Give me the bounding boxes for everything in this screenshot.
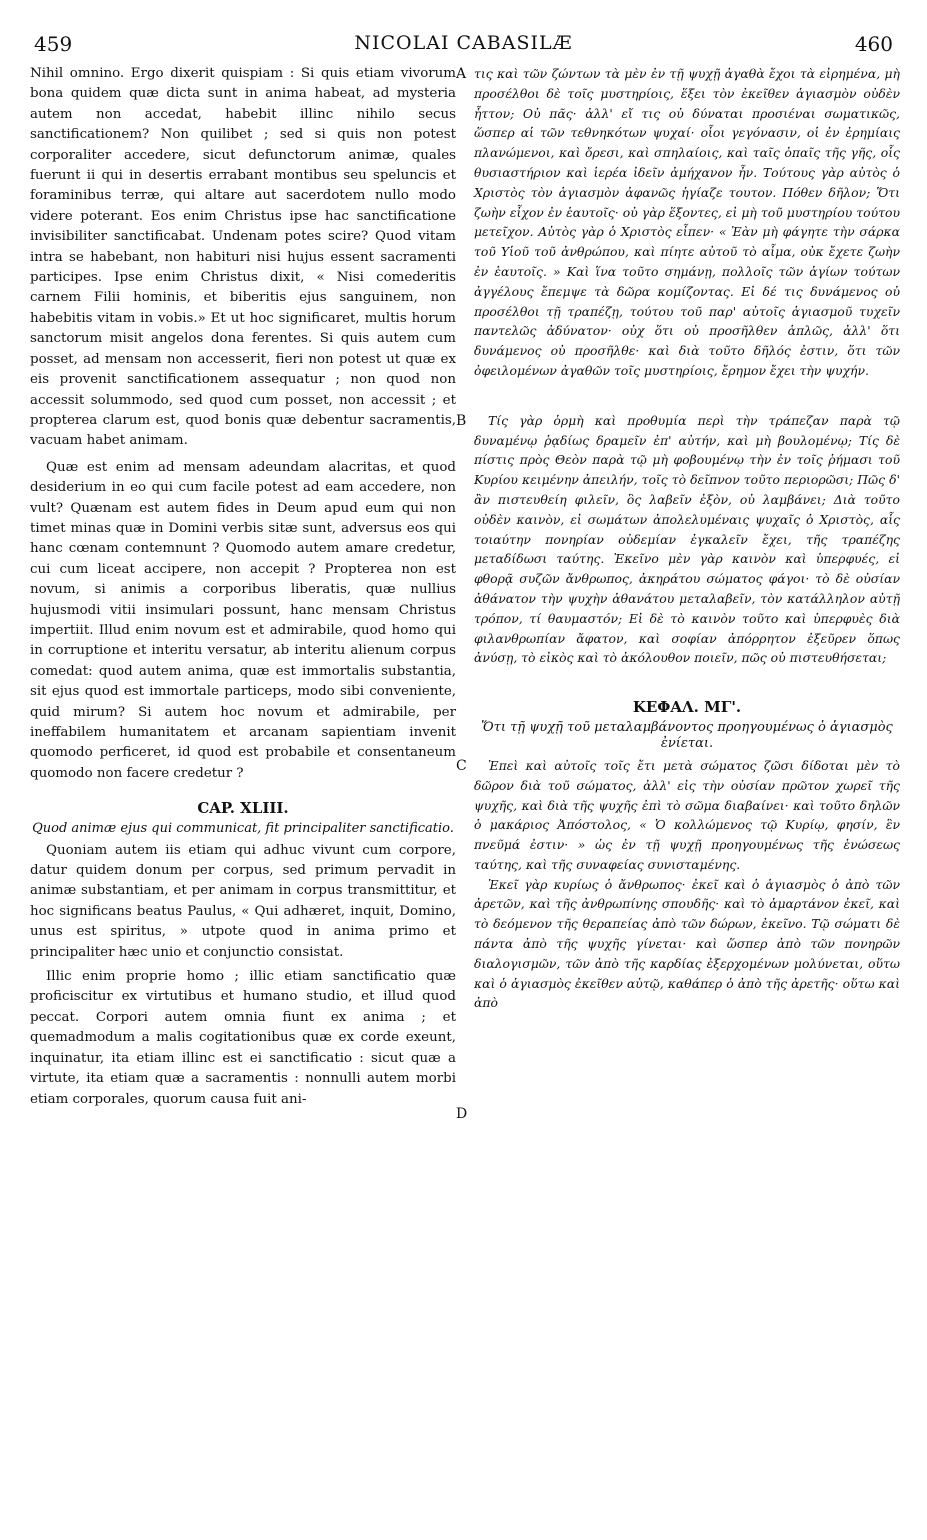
greek-paragraph-1: τις καὶ τῶν ζώντων τὰ μὲν ἐν τῇ ψυχῇ ἀγαθὰ ἔχοι τὰ εἰρημένα, μὴ προσέλθοι δὲ τοῖς μυστηρίοις, ἕξει τὸν ἐκεῖθεν ἁγιασμὸν οὐδὲν ἧττον; Οὐ πᾶς· ἀλλ' εἴ τις οὐ δύναται προσιέναι σωματικῶς, ὥσπερ αἱ τῶν τεθνηκότων ψυχαί· οἷοι γεγόνασιν, οἱ ἐν ἐρημίαις πλανώμενοι, καὶ ὄρεσι, καὶ σπηλαίοις, καὶ ταῖς ὀπαῖς τῆς γῆς, οἷς θυσιαστήριον καὶ ἱερέα ἰδεῖν ἀμήχανον ἦν. Τούτους γὰρ αὐτὸς ὁ Χριστὸς τὸν ἁγιασμὸν ἀφανῶς ἡγίαζε τουτον. Πόθεν δῆλον; Ὅτι ζωὴν εἶχον ἐν ἑαυτοῖς· οὐ γὰρ ἕξοντες, εἰ μὴ τοῦ μυστηρίου τούτου μετεῖχον. Αὐτὸς γὰρ ὁ Χριστὸς εἶπεν· « Ἐὰν μὴ φάγητε τὴν σάρκα τοῦ Υἱοῦ τοῦ ἀνθρώπου, καὶ πίητε αὐτοῦ τὸ αἷμα, οὐκ ἔχετε ζωὴν ἐν ἑαυτοῖς. » Καὶ ἵνα τοῦτο σημάνῃ, πολλοῖς τῶν ἁγίων τούτων ἀγγέλους ἔπεμψε τὰ δῶρα κομίζοντας. Εἰ δέ τις δυνάμενος οὐ προσέλθοι τῇ τραπέζῃ, τούτου τοῦ παρ' αὐτοῖς ἁγιασμοῦ τυχεῖν παντελῶς ἀδύνατον· οὐχ ὅτι οὐ προσῆλθεν ἁπλῶς, ἀλλ' ὅτι δυνάμενος οὐ προσῆλθε· καὶ διὰ τοῦτο δῆλός ἐστιν, ὅτι τῶν ὀφειλομένων ἀγαθῶν τοῖς μυστηρίοις, ἔρημον ἔχει τὴν ψυχήν. [474, 66, 900, 378]
margin-marker-b: B [456, 413, 467, 429]
running-header [30, 10, 897, 56]
greek-chapter-title: ΚΕΦΑΛ. ΜΓ'. [632, 698, 742, 717]
greek-paragraph-4: Ἐκεῖ γὰρ κυρίως ὁ ἄνθρωπος· ἐκεῖ καὶ ὁ ἁγιασμὸς ὁ ἀπὸ τῶν ἀρετῶν, καὶ τῆς ἀνθρωπίνης σπουδῆς· καὶ τὸ ἁμαρτάνον ἐκεῖ, καὶ τὸ δεόμενον τῆς θεραπείας ἀπὸ τῶν δώρων, ἐκεῖνο. Τῷ σώματι δὲ πάντα ἀπὸ τῆς ψυχῆς γίνεται· καὶ ὥσπερ ἀπὸ τῶν πονηρῶν διαλογισμῶν, τῶν ἀπὸ τῆς καρδίας ἐξερχομένων μολύνεται, οὕτω καὶ ὁ ἁγιασμὸς ἐκεῖθεν αὐτῷ, καθάπερ ὁ ἀπὸ τῆς ἀρετῆς· οὕτω καὶ ἀπὸ [474, 876, 900, 1011]
greek-column [474, 64, 900, 1520]
latin-column [30, 64, 456, 1520]
page-number-right: 460 [854, 32, 893, 56]
margin-marker-d: D [456, 1106, 468, 1122]
latin-chapter-subtitle: Quod animæ ejus qui communicat, fit principaliter sanctificatio. [32, 820, 454, 836]
latin-paragraph-3: Quoniam autem iis etiam qui adhuc vivunt cum corpore, datur quidem donum per corpus, sed primum pervadit in animæ substantiam, et per animam in corpus transmittitur, et hoc significans beatus Paulus, « Qui adhæret, inquit, Domino, unus est spiritus, » utpote quod in anima primo et principaliter hæc unio et conjunctio consistat. [30, 842, 456, 960]
margin-marker-a: A [456, 66, 467, 82]
greek-paragraph-2: Τίς γὰρ ὁρμὴ καὶ προθυμία περὶ τὴν τράπεζαν παρὰ τῷ δυναμένῳ ῥᾳδίως δραμεῖν ἐπ' αὐτήν, καὶ μὴ βουλομένῳ; Τίς δὲ πίστις πρὸς Θεὸν παρὰ τῷ μὴ φοβουμένῳ τὴν ἐν τοῖς ῥήμασι τοῦ Κυρίου κειμένην ἀπειλήν, τοῖς τὸ δεῖπνον τοῦτο περιορῶσι; Πῶς δ' ἂν πιστευθείη φιλεῖν, ὃς λαβεῖν ἐξὸν, οὐ λαμβάνει; Διὰ τοῦτο οὐδὲν καινὸν, εἰ σωμάτων ἀπολελυμέναις ψυχαῖς ὁ Χριστὸς, αἷς τοιαύτην πονηρίαν οὐδεμίαν ἐγκαλεῖν ἔχει, τῆς τραπέζης μεταδίδωσι ταύτης. Ἐκεῖνο μὲν γὰρ καινὸν καὶ ὑπερφυές, εἰ φθορᾷ συζῶν ἄνθρωπος, ἀκηράτου σώματος φάγοι· τὸ δὲ οὐσίαν ἀθάνατον τὴν ψυχὴν ἀθανάτου μεταλαβεῖν, τὸν κατάλληλον αὐτῇ τρόπον, τί θαυμαστόν; Εἰ δὲ τὸ καινὸν τοῦτο καὶ ὑπερφυὲς διὰ φιλανθρωπίαν ἄφατον, καὶ σοφίαν ἀπόρρητον ἐξεῦρεν ὅπως ἀνύσῃ, τὸ εἰκὸς καὶ τὸ ἀκόλουθον ποιεῖν, πῶς οὐ πιστευθήσεται; [474, 412, 900, 666]
greek-chapter-subtitle: Ὅτι τῇ ψυχῇ τοῦ μεταλαμβάνοντος προηγουμένως ὁ ἁγιασμὸς ἐνίεται. [481, 719, 893, 751]
margin-marker-c: C [456, 758, 467, 774]
greek-paragraph-3: Ἐπεὶ καὶ αὐτοῖς τοῖς ἔτι μετὰ σώματος ζῶσι δίδοται μὲν τὸ δῶρον διὰ τοῦ σώματος, ἀλλ' εἰς τὴν οὐσίαν πρῶτον χωρεῖ τῆς ψυχῆς, καὶ διὰ τῆς ψυχῆς ἐπὶ τὸ σῶμα διαβαίνει· καὶ τοῦτο δηλῶν ὁ μακάριος Ἀπόστολος, « Ὁ κολλώμενος τῷ Κυρίῳ, φησίν, ἓν πνεῦμά ἐστιν· » ὡς ἐν τῇ ψυχῇ προηγουμένως τῆς ἑνώσεως ταύτης, καὶ τῆς συναφείας συνισταμένης. [474, 757, 900, 872]
latin-paragraph-1: Nihil omnino. Ergo dixerit quispiam : Si quis etiam vivorum bona quidem quæ dicta sunt in anima habeat, ad mysteria autem non accedat, habebit illinc nihilo secus sanctificationem? Non quilibet ; sed si quis non potest corporaliter accedere, sicut defunctorum animæ, quales fuerunt ii qui in desertis errabant montibus seu speluncis et foraminibus terræ, qui altare aut sacerdotem nullo modo videre poterant. Eos enim Christus ipse hac sanctificatione invisibiliter sanctificabat. Undenam potes scire? Quod vitam intra se habebant, non habituri nisi hujus essent sacramenti participes. Ipse enim Christus dixit, « Nisi comederitis carnem Filii hominis, et biberitis ejus sanguinem, non habebitis vitam in vobis.» Et ut hoc significaret, multis horum sanctorum misit angelos dona ferentes. Si quis autem cum posset, ad mensam non accesserit, fieri non potest ut quæ ex eis provenit sanctificationem assequatur ; non quod non accessit solummodo, sed quod cum posset, non accessit ; et propterea clarum est, quod bonis quæ debentur sacramentis, vacuam habet animam. [30, 66, 456, 449]
latin-paragraph-2: Quæ est enim ad mensam adeundam alacritas, et quod desiderium in eo qui cum facile potest ad eam accedere, non vult? Quænam est autem fides in Deum apud eum qui non timet minas quæ in Domini verbis sitæ sunt, adversus eos qui hanc cœnam contemnunt ? Quomodo autem amare credetur, cui cum liceat accipere, non accepit ? Propterea non est novum, si animis a corporibus liberatis, quæ nullius hujusmodi vitii insimulari possunt, hanc mensam Christus impertiit. Illud enim novum est et admirabile, quod homo qui in corruptione et interitu versatur, ab interitu alienum corpus comedat: quod autem anima, quæ est immortalis substantia, sit ejus quod est immortale particeps, modo sibi conveniente, quid mirum? Si autem hoc novum et admirabile, per ineffabilem humanitatem et arcanam sapientiam invenit quomodo perficeret, id quod est probabile et consentaneum quomodo non facere credetur ? [30, 459, 456, 781]
latin-paragraph-4: Illic enim proprie homo ; illic etiam sanctificatio quæ proficiscitur ex virtutibus et humano studio, et illud quod peccat. Corpori autem omnia fiunt ex anima ; et quemadmodum a malis cogitationibus quæ ex corde exeunt, inquinatur, ita etiam illinc est ei sanctificatio : sicut quæ a virtute, ita etiam quæ a sacramentis : nonnulli autem morbi etiam corporales, quorum causa fuit ani- [30, 969, 456, 1107]
running-title: NICOLAI CABASILÆ [354, 32, 573, 54]
page-number-left: 459 [34, 32, 73, 56]
latin-chapter-title: CAP. XLIII. [197, 799, 289, 818]
